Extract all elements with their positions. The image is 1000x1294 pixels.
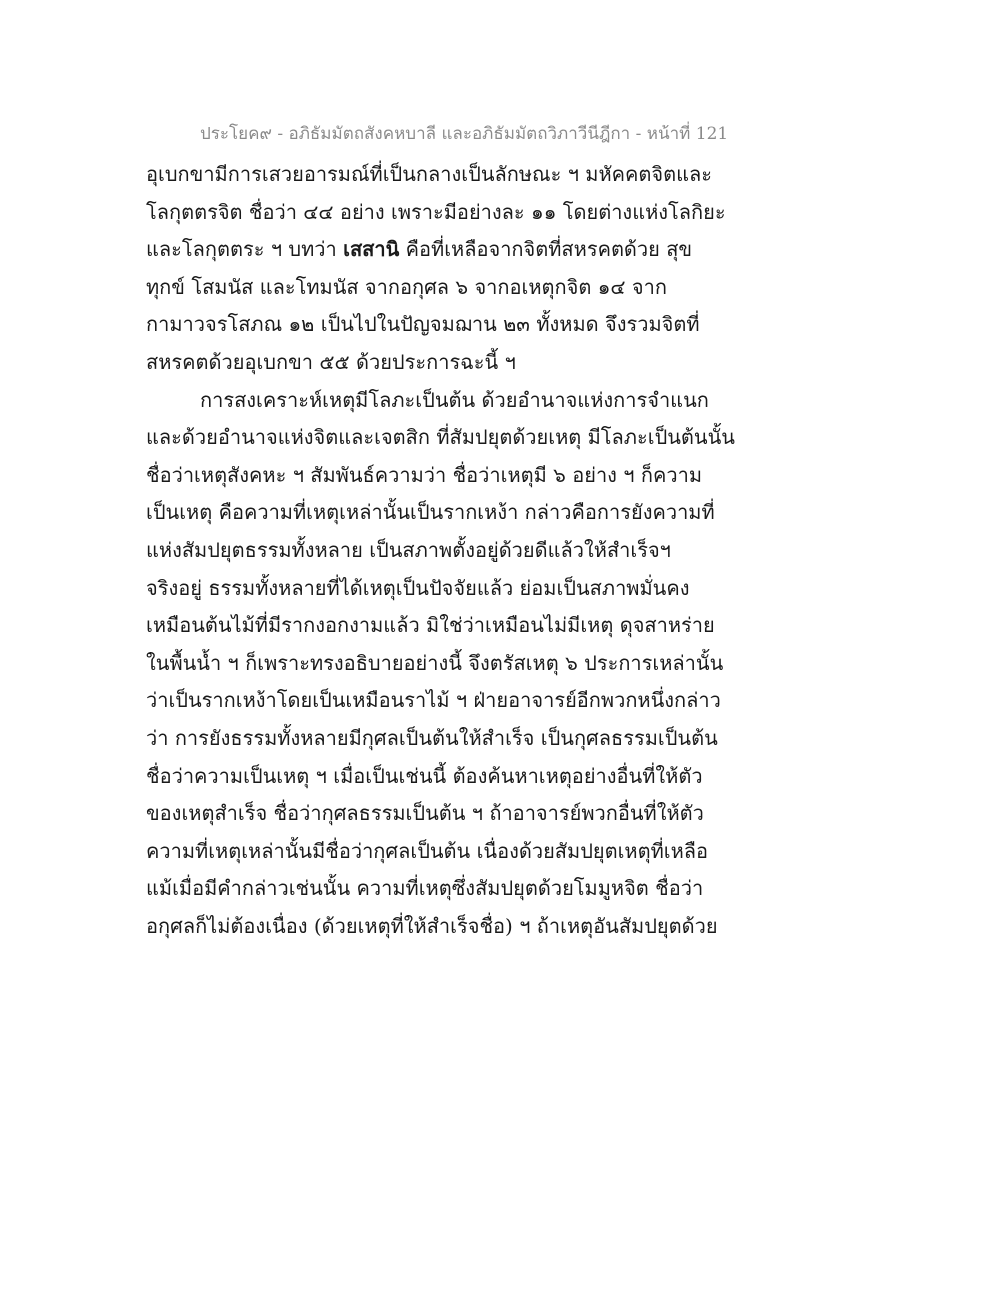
text-line-19: ความที่เหตุเหล่านั้นมีชื่อว่ากุศลเป็นต้น เนื่องด้วยสัมปยุตเหตุที่เหลือ (146, 838, 709, 863)
text-line-14: ในพื้นน้ำ ฯ ก็เพราะทรงอธิบายอย่างนี้ จึงตรัสเหตุ ๖ ประการเหล่านั้น (146, 650, 724, 675)
text-line-3-post: คือที่เหลือจากจิตที่สหรคตด้วย สุข (399, 237, 693, 262)
text-line-11: แห่งสัมปยุตธรรมทั้งหลาย เป็นสภาพตั้งอยู่ด้วยดีแล้วให้สำเร็จฯ (146, 537, 671, 562)
text-line-5: กามาวจรโสภณ ๑๒ เป็นไปในปัญจมฌาน ๒๓ ทั้งหมด จึงรวมจิตที่ (146, 312, 700, 337)
text-line-18: ของเหตุสำเร็จ ชื่อว่ากุศลธรรมเป็นต้น ฯ ถ้าอาจารย์พวกอื่นที่ให้ตัว (146, 801, 704, 826)
bold-term-sesani: เสสานิ (343, 237, 400, 262)
text-line-20: แม้เมื่อมีคำกล่าวเช่นนั้น ความที่เหตุซึ่งสัมปยุตด้วยโมมูหจิต ชื่อว่า (146, 876, 704, 901)
text-line-7-paragraph-start: การสงเคราะห์เหตุมีโลภะเป็นต้น ด้วยอำนาจแห่งการจำแนก (200, 387, 709, 412)
text-line-16: ว่า การยังธรรมทั้งหลายมีกุศลเป็นต้นให้สำเร็จ เป็นกุศลธรรมเป็นต้น (146, 725, 718, 750)
text-line-9: ชื่อว่าเหตุสังคหะ ฯ สัมพันธ์ความว่า ชื่อว่าเหตุมี ๖ อย่าง ฯ ก็ความ (146, 462, 703, 487)
body-text (146, 156, 736, 945)
text-line-2: โลกุตตรจิต ชื่อว่า ๔๔ อย่าง เพราะมีอย่างละ ๑๑ โดยต่างแห่งโลกิยะ (146, 199, 726, 224)
running-header: ประโยค๙ - อภิธัมมัตถสังคหบาลี และอภิธัมมัตถวิภาวีนีฎีกา - หน้าที่ 121 (200, 124, 729, 144)
text-line-8: และด้วยอำนาจแห่งจิตและเจตสิก ที่สัมปยุตด้วยเหตุ มีโลภะเป็นต้นนั้น (146, 425, 735, 450)
text-line-13: เหมือนต้นไม้ที่มีรากงอกงามแล้ว มิใช่ว่าเหมือนไม่มีเหตุ ดุจสาหร่าย (146, 613, 715, 638)
text-line-6: สหรคตด้วยอุเบกขา ๕๕ ด้วยประการฉะนี้ ฯ (146, 349, 516, 374)
text-line-3 (146, 231, 736, 269)
text-line-1: อุเบกขามีการเสวยอารมณ์ที่เป็นกลางเป็นลักษณะ ฯ มหัคคตจิตและ (146, 162, 712, 186)
text-line-3-pre: และโลกุตตระ ฯ บทว่า (146, 237, 344, 262)
text-line-4: ทุกข์ โสมนัส และโทมนัส จากอกุศล ๖ จากอเหตุกจิต ๑๔ จาก (146, 274, 667, 299)
text-line-12: จริงอยู่ ธรรมทั้งหลายที่ได้เหตุเป็นปัจจัยแล้ว ย่อมเป็นสภาพมั่นคง (146, 575, 690, 600)
text-line-17: ชื่อว่าความเป็นเหตุ ฯ เมื่อเป็นเช่นนี้ ต้องค้นหาเหตุอย่างอื่นที่ให้ตัว (146, 763, 703, 788)
text-line-21: อกุศลก็ไม่ต้องเนื่อง (ด้วยเหตุที่ให้สำเร็จชื่อ) ฯ ถ้าเหตุอันสัมปยุตด้วย (146, 913, 718, 938)
text-line-15: ว่าเป็นรากเหง้าโดยเป็นเหมือนราไม้ ฯ ฝ่ายอาจารย์อีกพวกหนึ่งกล่าว (146, 688, 721, 713)
text-line-10: เป็นเหตุ คือความที่เหตุเหล่านั้นเป็นรากเหง้า กล่าวคือการยังความที่ (146, 500, 715, 525)
